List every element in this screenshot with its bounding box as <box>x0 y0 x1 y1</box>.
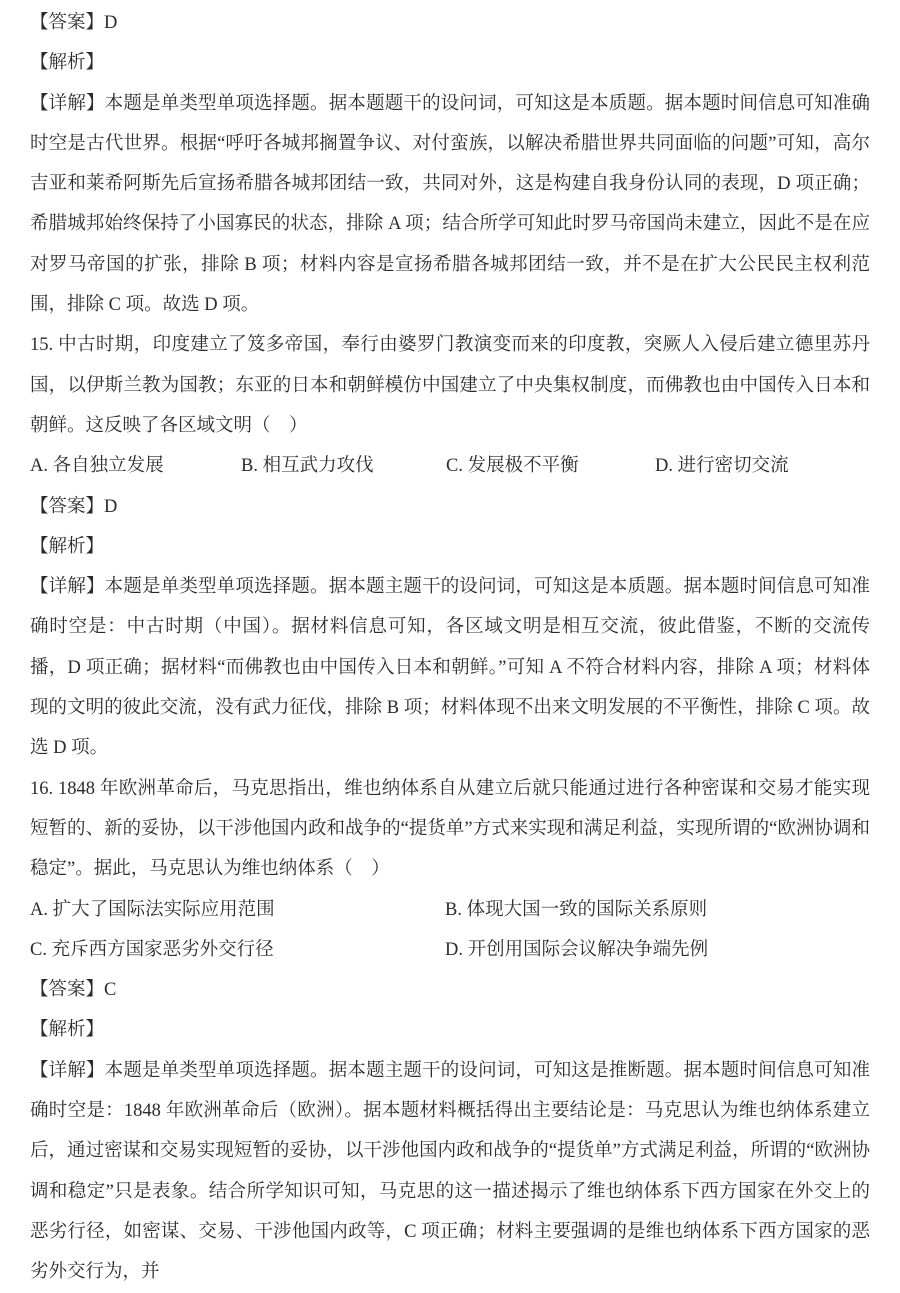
q16-stem: 16. 1848 年欧洲革命后，马克思指出，维也纳体系自从建立后就只能通过进行各种密谋和交易才能实现短暂的、新的妥协，以干涉他国内政和战争的“提货单”方式来实现和满足利益，实现所谓的“欧洲协调和稳定”。据此，马克思认为维也纳体系（ ） <box>30 778 870 880</box>
q14-detail-paragraph: 【详解】本题是单类型单项选择题。据本题题干的设问词，可知这是本质题。据本题时间信息可知准确时空是古代世界。根据“呼吁各城邦搁置争议、对付蛮族，以解决希腊世界共同面临的问题”可知，高尔吉亚和莱希阿斯先后宣扬希腊各城邦团结一致，共同对外，这是构建自我身份认同的表现，D 项正确；希腊城邦始终保持了小国寡民的状态，排除 A 项；结合所学可知此时罗马帝国尚未建立，因此不是在应对罗马帝国的扩张，排除 B 项；材料内容是宣扬希腊各城邦团结一致，并不是在扩大公民民主权利范围，排除 C 项。故选 D 项。 <box>30 93 870 316</box>
question-15 <box>30 325 870 768</box>
answer-label: 【答案】 <box>30 13 105 33</box>
q14-answer-block <box>30 3 870 325</box>
q16-answer-line <box>30 970 870 1010</box>
q15-option-b: B. 相互武力攻伐 <box>241 456 374 477</box>
q16-option-d: D. 开创用国际会议解决争端先例 <box>445 939 709 960</box>
q15-analysis-label: 【解析】 <box>30 536 105 557</box>
q15-option-c: C. 发展极不平衡 <box>446 456 579 477</box>
answer-value: D <box>104 13 118 33</box>
q15-stem: 15. 中古时期，印度建立了笈多帝国，奉行由婆罗门教演变而来的印度教，突厥人入侵后建立德里苏丹国，以伊斯兰教为国教；东亚的日本和朝鲜模仿中国建立了中央集权制度，而佛教也由中国传入日本和朝鲜。这反映了各区域文明（ ） <box>30 335 870 436</box>
q16-analysis-label: 【解析】 <box>30 1020 105 1041</box>
q14-analysis-label: 【解析】 <box>30 53 105 74</box>
q16-options-row-1 <box>30 890 870 930</box>
q15-option-d: D. 进行密切交流 <box>655 456 789 477</box>
answer-value: C <box>104 980 117 1001</box>
q15-options-row <box>30 446 870 486</box>
q14-answer-line <box>30 3 870 43</box>
question-16 <box>30 769 870 1293</box>
q15-detail-paragraph: 【详解】本题是单类型单项选择题。据本题主题干的设问词，可知这是本质题。据本题时间信息可知准确时空是：中古时期（中国）。据材料信息可知，各区域文明是相互交流，彼此借鉴，不断的交流传播，D 项正确；据材料“而佛教也由中国传入日本和朝鲜。”可知 A 不符合材料内容，排除 A 项；材料体现的文明的彼此交流，没有武力征伐，排除 B 项；材料体现不出来文明发展的不平衡性，排除 C 项。故选 D 项。 <box>30 577 870 759</box>
q16-option-b: B. 体现大国一致的国际关系原则 <box>445 899 708 920</box>
answer-value: D <box>104 496 118 517</box>
q16-detail-paragraph: 【详解】本题是单类型单项选择题。据本题主题干的设问词，可知这是推断题。据本题时间信息可知准确时空是：1848 年欧洲革命后（欧洲）。据本题材料概括得出主要结论是：马克思认为维也纳体系建立后，通过密谋和交易实现短暂的妥协，以干涉他国内政和战争的“提货单”方式满足利益，所谓的“欧洲协调和稳定”只是表象。结合所学知识可知，马克思的这一描述揭示了维也纳体系下西方国家在外交上的恶劣行径，如密谋、交易、干涉他国内政等，C 项正确；材料主要强调的是维也纳体系下西方国家的恶劣外交行为，并 <box>30 1060 870 1283</box>
q16-option-c: C. 充斥西方国家恶劣外交行径 <box>30 939 274 960</box>
q15-option-a: A. 各自独立发展 <box>30 456 164 477</box>
q16-option-a: A. 扩大了国际法实际应用范围 <box>30 899 275 920</box>
q16-options-row-2 <box>30 930 870 970</box>
q15-answer-line <box>30 487 870 527</box>
answer-label: 【答案】 <box>30 496 105 517</box>
answer-label: 【答案】 <box>30 980 105 1001</box>
